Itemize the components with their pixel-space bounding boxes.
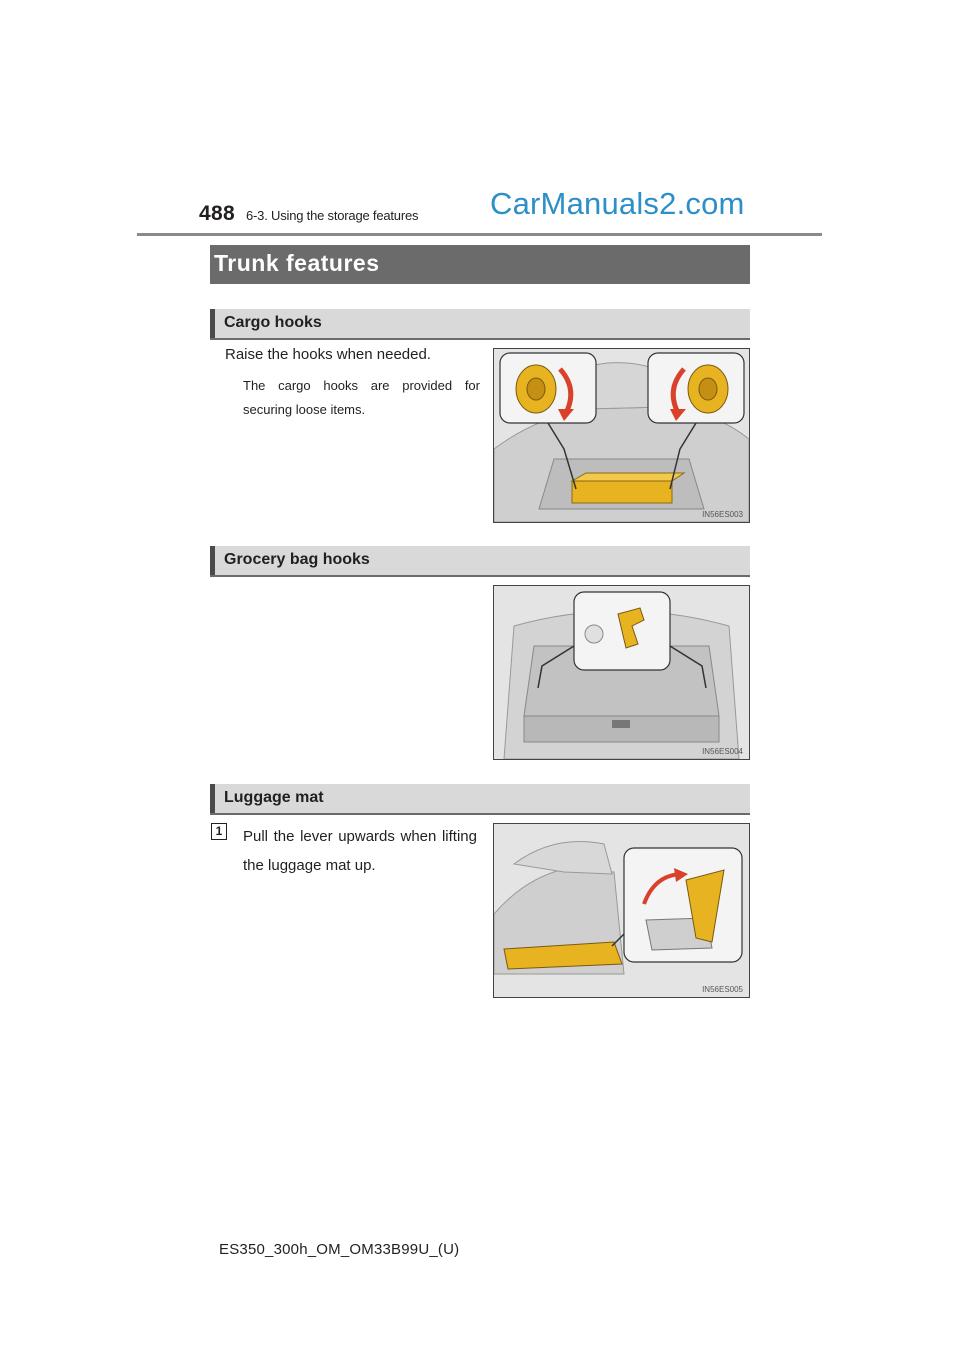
section-marker: [210, 546, 215, 575]
section-header-cargo-hooks: [210, 309, 750, 340]
section-header-luggage-mat: [210, 784, 750, 815]
section-marker: [210, 784, 215, 813]
watermark-link[interactable]: CarManuals2.com: [490, 186, 745, 221]
image-code: IN56ES004: [702, 747, 743, 756]
cargo-hooks-illustration: [493, 348, 750, 523]
cargo-hooks-note: The cargo hooks are provided for securing loose items.: [243, 378, 480, 417]
section-marker: [210, 309, 215, 338]
page-number: 488: [199, 202, 235, 225]
header-divider: [137, 233, 822, 236]
luggage-mat-illustration: [493, 823, 750, 998]
section-heading: Grocery bag hooks: [224, 551, 370, 568]
page-title: Trunk features: [214, 250, 380, 276]
section-header-grocery-bag-hooks: [210, 546, 750, 577]
luggage-mat-instruction: Pull the lever upwards when lifting the luggage mat up.: [243, 828, 477, 874]
document-code-footer: ES350_300h_OM_OM33B99U_(U): [219, 1241, 460, 1258]
grocery-bag-hooks-illustration: [493, 585, 750, 760]
image-code: IN56ES003: [702, 510, 743, 519]
section-heading: Cargo hooks: [224, 314, 322, 331]
image-code: IN56ES005: [702, 985, 743, 994]
cargo-hooks-instruction: Raise the hooks when needed.: [225, 346, 431, 363]
breadcrumb: 6-3. Using the storage features: [246, 208, 419, 223]
step-number-badge: 1: [211, 823, 227, 840]
section-heading: Luggage mat: [224, 789, 324, 806]
